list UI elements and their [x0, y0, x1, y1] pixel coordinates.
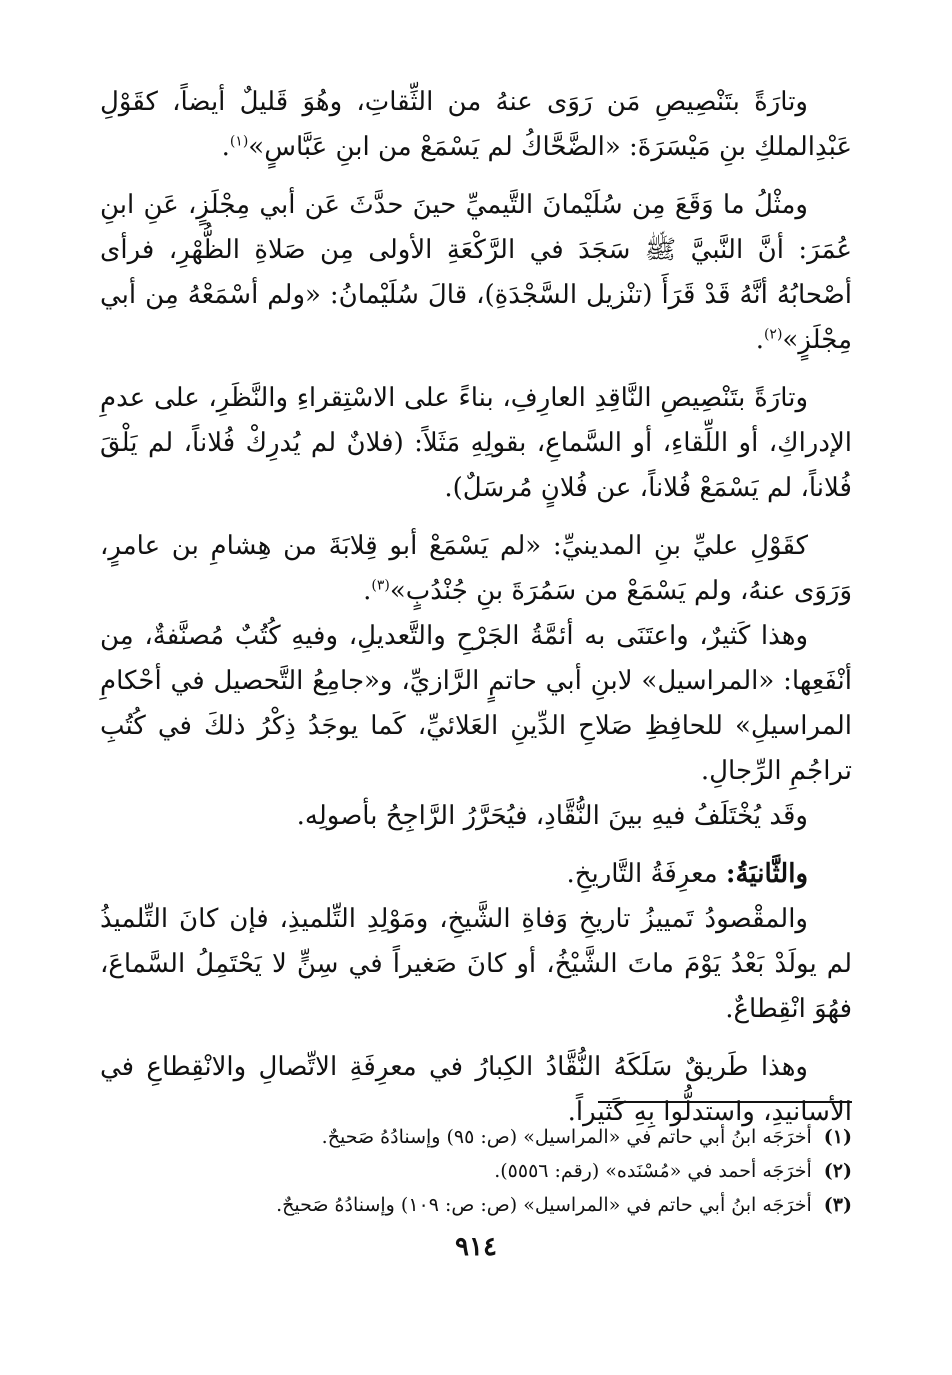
footnote-1-number: (١)	[823, 1126, 852, 1148]
footnote-divider	[598, 1101, 852, 1103]
page-body	[100, 80, 852, 1280]
section-heading	[100, 852, 852, 897]
footnote-3-number: (٣)	[823, 1194, 852, 1216]
footnote-3-text: أخرَجَه ابنُ أبي حاتم في «المراسيل» (ص: ص: ١٠٩) وإسنادُهُ صَحيحٌ.	[276, 1194, 812, 1216]
footnote-3	[100, 1188, 852, 1222]
footnote-2-text: أخرَجَه أحمد في «مُسْنَده» (رقم: ٥٥٥٦).	[494, 1160, 812, 1182]
paragraph-3	[100, 376, 852, 511]
paragraph-1	[100, 80, 852, 170]
paragraph-4-text: كقَوْلِ عليِّ بنِ المدينيِّ: «لم يَسْمَعْ أبو قِلابَةَ من هِشامِ بن عامرٍ، وَرَوَى عنهُ، ولم يَسْمَعْ من سَمُرَةَ بنِ جُنْدُبٍ»	[100, 531, 852, 606]
footnote-ref-2[interactable]: (٢)	[763, 326, 783, 343]
section-heading-lead: والثَّانيَةُ:	[725, 859, 808, 889]
paragraph-5	[100, 614, 852, 794]
paragraph-7	[100, 897, 852, 1032]
paragraph-7-text: والمقْصودُ تَمييزُ تاريخِ وَفاةِ الشَّيخِ، ومَوْلِدِ التِّلميذِ، فإن كانَ التِّلميذُ لم يولَدْ بَعْدُ يَوْمَ ماتَ الشَّيْخُ، أو كانَ صَغيراً في سِنٍّ لا يَحْتَمِلُ السَّماعَ، فهُوَ انْقِطاعٌ.	[100, 904, 852, 1024]
paragraph-1-text: وتارَةً بتَنْصِيصِ مَن رَوَى عنهُ من الثِّقاتِ، وهُوَ قَليلٌ أيضاً، كقَوْلِ عَبْدِالملكِ بنِ مَيْسَرَةَ: «الضَّحَّاكُ لم يَسْمَعْ من ابنِ عَبَّاسٍ»	[100, 87, 852, 162]
footnote-ref-3[interactable]: (٣)	[371, 577, 390, 594]
paragraph-2-text: ومثْلُ ما وَقَعَ مِن سُلَيْمانَ التَّيميِّ حينَ حدَّثَ عَن أبي مِجْلَزٍ، عَنِ ابنِ عُمَرَ: أنَّ النَّبيَّ ﷺ سَجَدَ في الرَّكْعَةِ الأولى مِن صَلاةِ الظُّهْرِ، فرأى أصْحابُهُ أنَّهُ قَدْ قَرَأَ (تنْزيل السَّجْدَةِ)، قالَ سُلَيْمانُ: «ولم أسْمَعْهُ مِن أبي مِجْلَزٍ»	[100, 190, 852, 355]
footnotes	[100, 1120, 852, 1222]
page-number: ٩١٤	[455, 1232, 497, 1262]
paragraph-4-end: .	[363, 576, 372, 606]
paragraph-1-end: .	[221, 132, 230, 162]
footnote-2-number: (٢)	[823, 1160, 852, 1182]
paragraph-3-text: وتارَةً بتَنْصِيصِ النَّاقِدِ العارِفِ، بناءً على الاسْتِقراءِ والنَّظَرِ، على عدمِ الإدراكِ، أو اللِّقاءِ، أو السَّماعِ، بقولِهِ مَثَلاً: (فلانٌ لم يُدرِكْ فُلاناً، لم يَلْقَ فُلاناً، لم يَسْمَعْ فُلاناً، عن فُلانٍ مُرسَلٌ).	[100, 383, 852, 503]
footnote-1-text: أخرَجَه ابنُ أبي حاتم في «المراسيل» (ص: ٩٥) وإسنادُهُ صَحيحٌ.	[321, 1126, 812, 1148]
paragraph-2-end: .	[755, 325, 764, 355]
paragraph-8-text: وهذا طَريقٌ سَلَكَهُ النُّقَّادُ الكِبارُ في معرِفَةِ الاتِّصالِ والانْقِطاعِ في الأسانيدِ، واستدلُّوا بِهِ كَثيراً.	[100, 1052, 852, 1127]
footnote-1	[100, 1120, 852, 1154]
paragraph-4	[100, 524, 852, 614]
paragraph-6-text: وقَد يُخْتَلَفُ فيهِ بينَ النُّقَّادِ، فيُحَرَّرُ الرَّاجِحُ بأصولِه.	[296, 801, 808, 831]
paragraph-5-text: وهذا كَثيرٌ، واعتَنَى به أئمَّةُ الجَرْحِ والتَّعديلِ، وفيهِ كُتُبٌ مُصنَّفةٌ، مِن أنْفَعِها: «المراسيل» لابنِ أبي حاتمٍ الرَّازيِّ، و«جامِعُ التَّحصيل في أحْكامِ المراسيلِ» للحافِظِ صَلاحِ الدِّينِ العَلائيِّ، كَما يوجَدُ ذِكْرُ ذلكَ في كُتُبِ تراجُمِ الرِّجالِ.	[100, 621, 852, 786]
paragraph-6	[100, 794, 852, 839]
footnote-ref-1[interactable]: (١)	[229, 133, 249, 150]
section-heading-title: معرِفَةُ التَّاريخِ.	[566, 859, 718, 889]
paragraph-2	[100, 183, 852, 363]
footnote-2	[100, 1154, 852, 1188]
